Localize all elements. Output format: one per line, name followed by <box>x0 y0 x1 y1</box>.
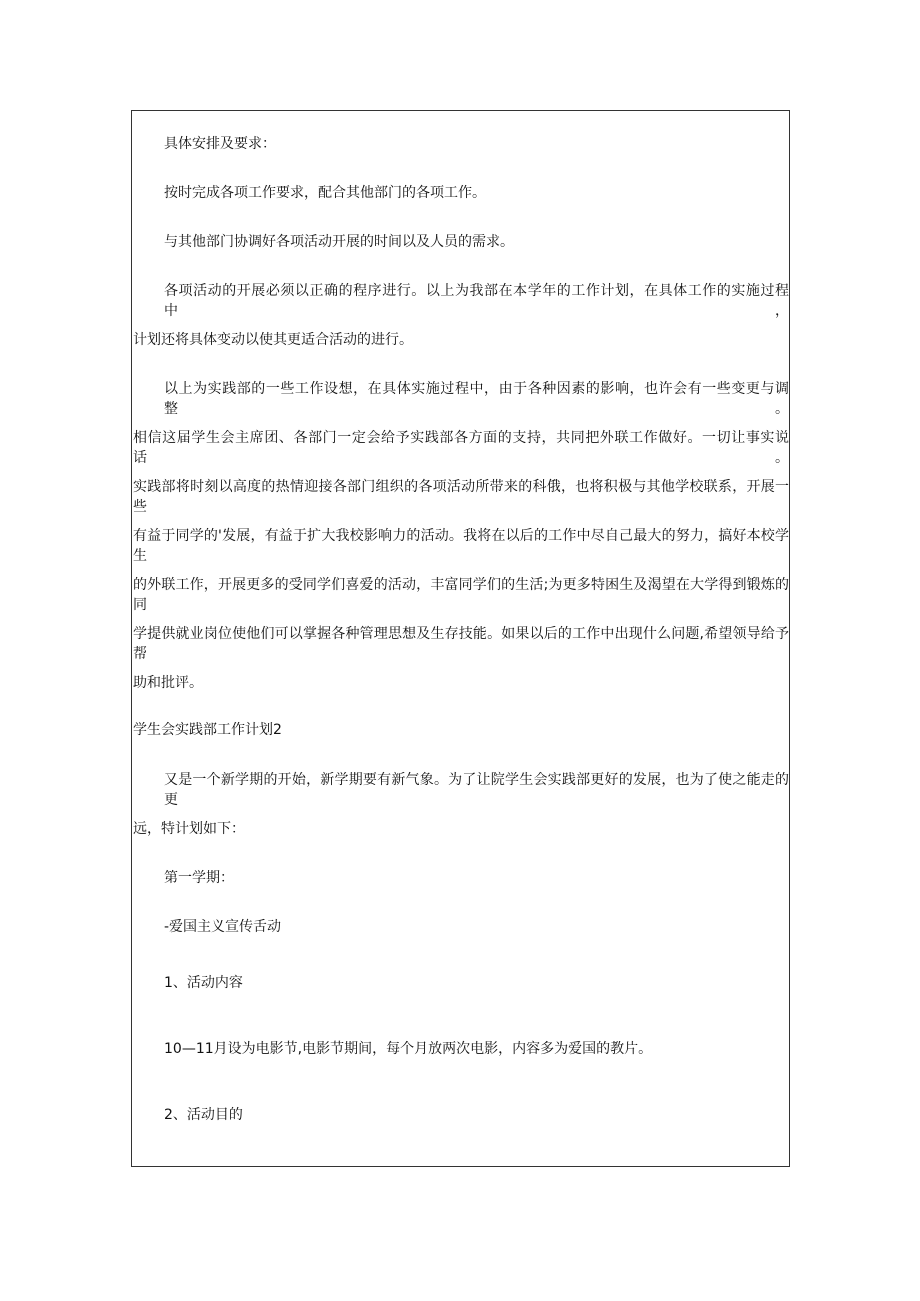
paragraph-line: 计划还将具体变动以使其更适合活动的进行。 <box>133 332 413 348</box>
paragraph-line: 相信这届学生会主席团、各部门一定会给予实践部各方面的支持，共同把外联工作做好。一切让事实说话。 <box>133 430 789 466</box>
subheading: -爱国主义宣传舌动 <box>164 919 282 935</box>
paragraph-line: 助和批评。 <box>133 675 203 691</box>
paragraph-line: 按时完成各项工作要求，配合其他部门的各项工作。 <box>164 185 486 201</box>
paragraph-line: 远，特计划如下： <box>133 821 245 837</box>
paragraph-line: 以上为实践部的一些工作设想，在具体实施过程中，由于各种因素的影响，也许会有一些变更与调整。 <box>164 381 789 417</box>
subheading: 第一学期： <box>164 870 234 886</box>
paragraph-line: 10—11月设为电影节,电影节期间，每个月放两次电影，内容多为爱国的教片。 <box>164 1041 653 1057</box>
numbered-heading: 1、活动内容 <box>164 975 243 991</box>
paragraph-line: 实践部将时刻以高度的热情迎接各部门组织的各项活动所带来的科俄，也将积极与其他学校联系，开展一些 <box>133 479 789 515</box>
paragraph-line: 与其他部门协调好各项活动开展的时间以及人员的需求。 <box>164 234 514 250</box>
paragraph-line: 又是一个新学期的开始，新学期要有新气象。为了让院学生会实践部更好的发展，也为了使之能走的更 <box>164 772 789 808</box>
numbered-heading: 2、活动目的 <box>164 1107 243 1123</box>
paragraph-line: 有益于同学的'发展，有益于扩大我校影响力的活动。我将在以后的工作中尽自己最大的努力，搞好本校学生 <box>133 528 789 564</box>
paragraph-line: 的外联工作，开展更多的受同学们喜爱的活动，丰富同学们的生活;为更多特困生及渴望在大学得到锻炼的同 <box>133 577 789 613</box>
section-heading: 具体安排及要求： <box>164 136 276 152</box>
document-title: 学生会实践部工作计划2 <box>133 722 282 738</box>
paragraph-line: 各项活动的开展必须以正确的程序进行。以上为我部在本学年的工作计划，在具体工作的实施过程中， <box>164 283 789 319</box>
paragraph-line: 学提供就业岗位使他们可以掌握各种管理思想及生存技能。如果以后的工作中出现什么问题,希望领导给予帮 <box>133 626 789 662</box>
